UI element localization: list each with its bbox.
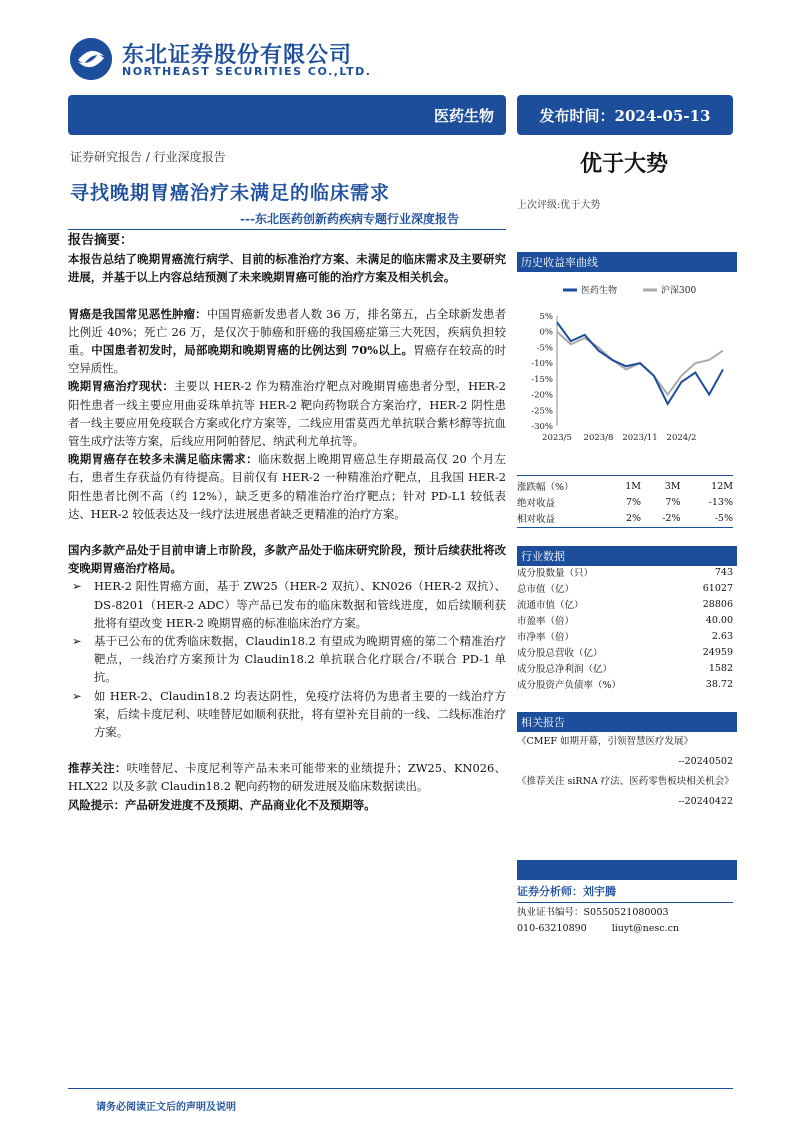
perf-header: 涨跌幅（%） [517,482,574,493]
industry-value: 38.72 [705,678,733,690]
analyst-cert: 执业证书编号：S0550521080003 [517,907,669,918]
industry-label: 成分股总营收（亿） [517,648,603,659]
industry-value: 40.00 [705,614,733,626]
related-reports [517,734,733,810]
related-report-date: --20240502 [678,756,733,767]
industry-label: 成分股资产负债率（%） [517,680,622,691]
summary-p3: 晚期胃癌存在较多未满足临床需求：临床数据上晚期胃癌总生存期最高仅 20 个月左右，患者生存获益仍有待提高。目前仅有 HER-2 一种精准治疗靶点，且我国 HER-2 阳性患者比例不高（约 12%），缺乏更多的精准治疗治疗靶点；针对 PD-L1 较低表达、HER-2 较低表达及一线疗法进展患者缺乏更精准的治疗方案。 [68,452,506,521]
industry-label: 流通市值（亿） [517,600,584,611]
industry-label: 市盈率（倍） [517,616,575,627]
perf-cell: -13% [708,496,733,508]
x-tick-label: 2023/5 [542,433,572,443]
y-tick-label: -5% [536,343,553,354]
perf-header: 12M [711,480,733,492]
chart-section-title: 历史收益率曲线 [521,256,598,269]
breadcrumb: 证券研究报告 / 行业深度报告 [70,150,226,164]
table-row [517,660,733,676]
analyst-info [517,884,733,937]
industry-label: 成分股总净利润（亿） [517,664,613,675]
sector-bar [68,95,506,135]
industry-section-bar [517,546,737,566]
analyst-name: 证券分析师：刘宇腾 [517,885,616,898]
company-logo [70,38,372,82]
table-row [517,628,733,644]
summary-bullet-3: ➢ 如 HER-2、Claudin18.2 均表达阴性，免疫疗法将仍为患者主要的一线治疗方案，后续卡度尼利、呋喹替尼如顺利获批，将有望补充目前的一线、二线标准治疗方案。 [72,688,506,740]
summary-bullet-2: ➢ 基于已公布的优秀临床数据，Claudin18.2 有望成为晚期胃癌的第二个精准治疗靶点，一线治疗方案预计为 Claudin18.2 单抗联合化疗联合/不联合 PD-1 单抗。 [72,634,506,685]
sector-label: 医药生物 [433,107,494,125]
perf-table-wrap [517,478,733,526]
table-row [517,494,733,510]
y-tick-label: -20% [531,390,553,401]
related-section-title: 相关报告 [521,716,565,729]
y-tick-label: -30% [531,422,553,432]
table-row [517,676,733,692]
analyst-email[interactable]: liuyt@nesc.cn [611,923,680,934]
perf-cell: 相对收益 [517,514,556,525]
industry-section-title: 行业数据 [521,550,565,563]
table-row [517,580,733,596]
footer-divider [68,1088,733,1089]
perf-cell: 绝对收益 [517,498,556,509]
rating: 优于大势 [580,151,669,177]
x-tick-label: 2023/8 [583,433,614,443]
perf-divider-bottom [517,527,733,528]
chart-section-bar [517,252,737,272]
table-row [517,596,733,612]
industry-label: 总市值（亿） [517,584,575,595]
related-report-link[interactable]: 《CMEF 如期开幕，引领智慧医疗发展》 [517,736,694,747]
y-tick-label: -25% [531,406,553,417]
y-tick-label: 5% [539,312,553,322]
summary-p2: 晚期胃癌治疗现状：主要以 HER-2 作为精准治疗靶点对晚期胃癌患者分型，HER-2 阳性患者一线主要应用曲妥珠单抗等 HER-2 靶向药物联合方案治疗，HER-2 阴性患者一线主要应用免疫联合方案或化疗方案等，二线应用雷莫西尤单抗联合紫杉醇等抗血管生成疗法等方案，后线应用阿帕替尼、纳武利尤单抗等。 [68,379,506,449]
company-name-cn: 东北证券股份有限公司 [122,43,353,68]
perf-header: 1M [625,480,642,492]
y-tick-label: -15% [531,374,553,385]
perf-cell: 7% [625,496,642,508]
table-row [517,644,733,660]
x-tick-label: 2023/11 [622,433,658,443]
analyst-section-bar [517,860,737,880]
industry-label: 市净率（倍） [517,632,575,643]
perf-cell: 7% [665,496,681,508]
industry-value: 1582 [708,662,733,674]
table-row [517,612,733,628]
related-section-bar [517,712,737,732]
industry-table [517,564,733,692]
company-emblem-icon [70,38,112,80]
analyst-contact [517,921,733,937]
previous-rating: 上次评级:优于大势 [517,200,601,211]
report-subtitle: ---东北医药创新药疾病专题行业深度报告 [240,212,459,226]
summary-column [68,232,506,814]
publish-date: 发布时间：2024-05-13 [539,107,711,125]
x-tick-label: 2024/2 [666,433,697,443]
perf-cell: -5% [714,512,733,524]
analyst-phone: 010-63210890 [517,923,587,934]
legend-label: 医药生物 [581,286,618,296]
summary-intro: 本报告总结了晚期胃癌流行病学、目前的标准治疗方案、未满足的临床需求及主要研究进展，并基于以上内容总结预测了未来晚期胃癌可能的治疗方案及相关机会。 [68,252,506,285]
summary-p4: 国内多款产品处于目前申请上市阶段，多款产品处于临床研究阶段，预计后续获批将改变晚期胃癌治疗格局。 [68,543,506,576]
publish-date-bar [517,95,733,135]
related-report-date: --20240422 [678,796,733,807]
perf-table [517,478,733,526]
industry-value: 24959 [702,646,733,658]
industry-label: 成分股数量（只） [517,568,594,579]
footer-disclaimer: 请务必阅读正文后的声明及说明 [96,1102,236,1113]
return-chart [517,276,733,456]
company-name-en: NORTHEAST SECURITIES CO.,LTD. [122,65,372,78]
industry-value: 61027 [702,582,733,594]
title-divider [68,229,506,230]
industry-table-wrap [517,564,733,692]
summary-p1: 胃癌是我国常见恶性肿瘤：中国胃癌新发患者人数 36 万，排名第五，占全球新发患者比例近 40%；死亡 26 万，是仅次于肺癌和肝癌的我国癌症第三大死因，疾病负担较重。中国患者初发时，局部晚期和晚期胃癌的比例达到 70%以上。胃癌存在较高的时空异质性。 [68,306,506,376]
y-tick-label: -10% [531,359,553,370]
industry-value: 2.63 [711,630,733,642]
analyst-divider [517,902,733,903]
perf-cell: -2% [662,512,681,524]
perf-header: 3M [664,480,681,492]
legend-label: 沪深300 [661,286,697,296]
table-row [517,564,733,580]
table-row [517,510,733,526]
related-report-link[interactable]: 《推荐关注 siRNA 疗法、医药零售板块相关机会》 [517,776,734,787]
perf-cell: 2% [625,512,642,524]
perf-divider-top [517,475,733,476]
y-tick-label: 0% [539,327,553,338]
summary-bullet-1: ➢ HER-2 阳性胃癌方面，基于 ZW25（HER-2 双抗）、KN026（HER-2 双抗）、DS-8201（HER-2 ADC）等产品已发布的临床数据和管线进度，如后续顺利获批将有望改变 HER-2 晚期胃癌的标准临床治疗方案。 [72,579,506,630]
report-title: 寻找晚期胃癌治疗未满足的临床需求 [70,182,391,204]
industry-value: 743 [714,566,733,578]
summary-heading: 报告摘要： [68,233,134,248]
industry-value: 28806 [702,598,733,610]
perf-header-row [517,478,733,494]
summary-recommendation: 推荐关注：呋喹替尼、卡度尼利等产品未来可能带来的业绩提升；ZW25、KN026、HLX22 以及多款 Claudin18.2 靶向药物的研发进展及临床数据读出。 [68,761,506,794]
summary-risk: 风险提示：产品研发进度不及预期、产品商业化不及预期等。 [68,797,376,812]
